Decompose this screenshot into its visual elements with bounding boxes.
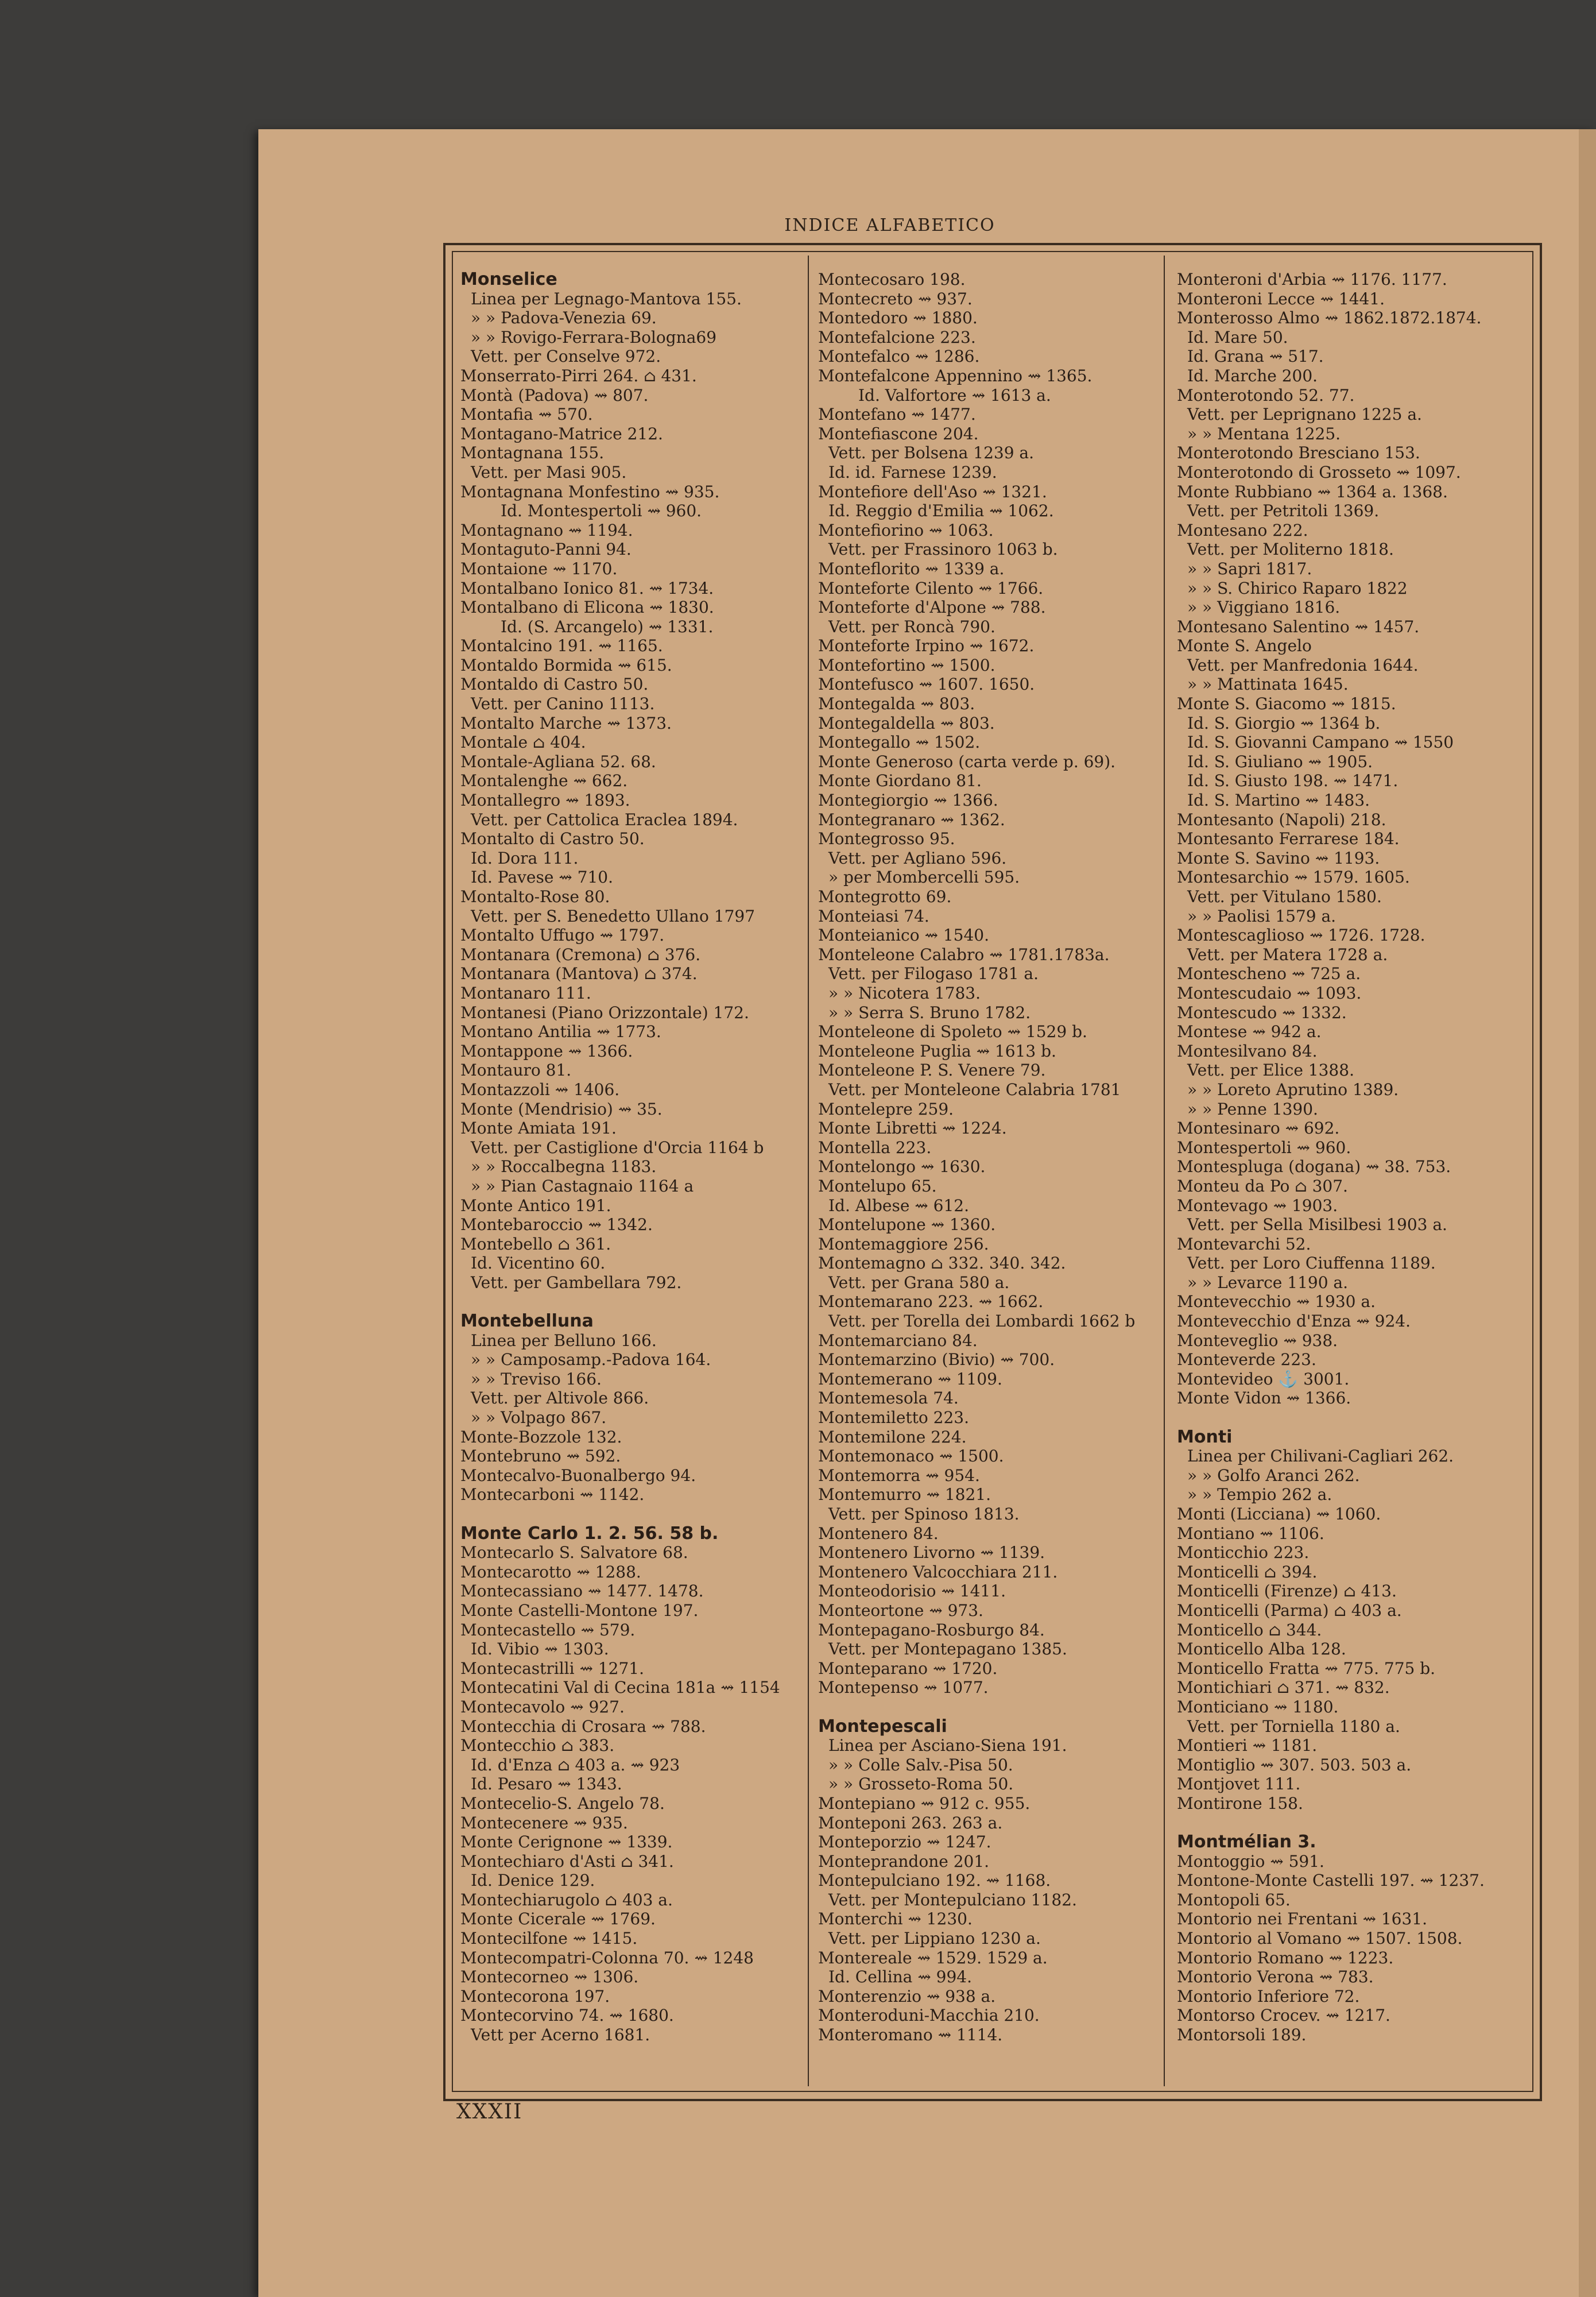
index-entry: Id. Cellina ⇝ 994.	[828, 1967, 972, 1987]
index-entry: Monteroni d'Arbia ⇝ 1176. 1177.	[1177, 270, 1447, 289]
index-entry: Montenero Valcocchiara 211.	[818, 1562, 1058, 1581]
index-heading: Monte Carlo 1. 2. 56. 58 b.	[460, 1523, 719, 1544]
index-entry: Monte S. Giacomo ⇝ 1815.	[1177, 694, 1396, 714]
index-entry: Montevago ⇝ 1903.	[1177, 1196, 1338, 1215]
index-entry: Montefusco ⇝ 1607. 1650.	[818, 675, 1035, 694]
index-spacer	[1177, 1408, 1513, 1428]
index-entry: » » Loreto Aprutino 1389.	[1187, 1080, 1399, 1099]
index-entry: Montiglio ⇝ 307. 503. 503 a.	[1177, 1755, 1412, 1774]
index-entry: Vett. per Filogaso 1781 a.	[828, 964, 1039, 984]
index-entry: Montecreto ⇝ 937.	[818, 289, 973, 308]
index-entry: Montefiorino ⇝ 1063.	[818, 520, 994, 540]
index-entry: Vett. per Manfredonia 1644.	[1187, 655, 1419, 675]
index-entry: Monteleone Calabro ⇝ 1781.1783a.	[818, 945, 1110, 964]
index-entry: Montevecchio ⇝ 1930 a.	[1177, 1292, 1376, 1312]
index-entry: Montemaggiore 256.	[818, 1234, 989, 1254]
index-entry: Monticchio 223.	[1177, 1543, 1310, 1563]
index-entry: Montappone ⇝ 1366.	[460, 1041, 633, 1061]
index-entry: Vett. per Vitulano 1580.	[1187, 887, 1382, 906]
index-entry: » » Mentana 1225.	[1187, 424, 1341, 443]
index-entry: Montalcino 191. ⇝ 1165.	[460, 636, 663, 656]
index-entry: Monterotondo di Grosseto ⇝ 1097.	[1177, 462, 1461, 482]
index-entry: Montalbano Ionico 81. ⇝ 1734.	[460, 578, 714, 598]
index-heading: Monselice	[460, 270, 557, 289]
index-entry: Montagnano ⇝ 1194.	[460, 520, 633, 540]
index-entry: Id. Dora 111.	[471, 848, 579, 868]
index-entry: Monte (Mendrisio) ⇝ 35.	[460, 1099, 663, 1119]
index-entry: Vett. per Spinoso 1813.	[828, 1505, 1020, 1523]
index-entry: Montorso Crocev. ⇝ 1217.	[1177, 2006, 1390, 2025]
index-entry: Montesano Salentino ⇝ 1457.	[1177, 617, 1420, 636]
index-entry: Montevarchi 52.	[1177, 1234, 1311, 1254]
index-entry: Montesanto Ferrarese 184.	[1177, 829, 1400, 849]
index-entry: Monteveglio ⇝ 938.	[1177, 1331, 1338, 1350]
index-entry: Montescudaio ⇝ 1093.	[1177, 983, 1362, 1003]
index-entry: Monteiasi 74.	[818, 906, 929, 926]
index-entry: Montecilfone ⇝ 1415.	[460, 1929, 638, 1948]
index-entry: Monteroni Lecce ⇝ 1441.	[1177, 289, 1385, 308]
index-entry: Monte Giordano 81.	[818, 771, 982, 791]
index-entry: Linea per Belluno 166.	[471, 1331, 657, 1350]
index-entry: Monteromano ⇝ 1114.	[818, 2025, 1003, 2045]
index-entry: Vett per Acerno 1681.	[471, 2025, 650, 2045]
index-column-2	[818, 270, 1154, 2045]
index-entry: Montespluga (dogana) ⇝ 38. 753.	[1177, 1157, 1451, 1177]
index-entry: Montesarchio ⇝ 1579. 1605.	[1177, 868, 1410, 887]
index-spacer	[460, 1292, 796, 1312]
index-entry: Monteortone ⇝ 973.	[818, 1600, 983, 1620]
index-entry: Monte Amiata 191.	[460, 1119, 617, 1138]
index-entry: Montescheno ⇝ 725 a.	[1177, 964, 1361, 984]
index-entry: Montese ⇝ 942 a.	[1177, 1022, 1322, 1042]
index-entry: Vett. per Elice 1388.	[1187, 1061, 1354, 1080]
index-entry: Montagnana 155.	[460, 443, 605, 463]
index-entry: Monticello Fratta ⇝ 775. 775 b.	[1177, 1658, 1436, 1678]
index-entry: » » S. Chirico Raparo 1822	[1187, 578, 1408, 598]
index-entry: Montaguto-Panni 94.	[460, 540, 632, 559]
index-spacer	[1177, 1813, 1513, 1833]
index-entry: Montefalcone Appennino ⇝ 1365.	[818, 366, 1093, 385]
index-entry: Vett. per Sella Misilbesi 1903 a.	[1187, 1215, 1447, 1235]
index-entry: Montefiore dell'Aso ⇝ 1321.	[818, 482, 1047, 501]
index-entry: Montalbano di Elicona ⇝ 1830.	[460, 598, 714, 617]
index-entry: Monticiano ⇝ 1180.	[1177, 1697, 1339, 1716]
index-entry: Montagano-Matrice 212.	[460, 424, 663, 443]
index-entry: Montenero 84.	[818, 1523, 939, 1543]
index-entry: » » Pian Castagnaio 1164 a	[471, 1176, 694, 1196]
index-entry: Monteprandone 201.	[818, 1851, 990, 1871]
index-entry: Vett. per Gambellara 792.	[471, 1273, 682, 1292]
index-entry: Montebaroccio ⇝ 1342.	[460, 1215, 653, 1235]
index-entry: Id. Vibio ⇝ 1303.	[471, 1639, 609, 1659]
index-entry: Montepiano ⇝ 912 c. 955.	[818, 1793, 1031, 1813]
index-entry: Id. S. Giuliano ⇝ 1905.	[1187, 752, 1373, 771]
page-number: XXXII	[456, 2100, 523, 2124]
index-entry: Monticelli (Parma) ⌂ 403 a.	[1177, 1600, 1402, 1620]
index-entry: Montale-Agliana 52. 68.	[460, 752, 656, 771]
index-entry: Vett. per Montepulciano 1182.	[828, 1890, 1077, 1909]
index-entry: Montelupone ⇝ 1360.	[818, 1215, 996, 1235]
index-entry: Id. Pavese ⇝ 710.	[471, 868, 613, 887]
index-entry: Montemiletto 223.	[818, 1408, 970, 1428]
index-entry: » » Camposamp.-Padova 164.	[471, 1350, 711, 1370]
index-entry: Montesano 222.	[1177, 520, 1308, 540]
index-entry: Montechiaro d'Asti ⌂ 341.	[460, 1851, 674, 1871]
book-page	[258, 129, 1596, 2297]
index-entry: Montecorona 197.	[460, 1986, 610, 2006]
index-entry: Id. d'Enza ⌂ 403 a. ⇝ 923	[471, 1755, 680, 1774]
index-entry: » » Penne 1390.	[1187, 1099, 1318, 1119]
index-entry: Montecastello ⇝ 579.	[460, 1620, 636, 1639]
index-entry: Montemarzino (Bivio) ⇝ 700.	[818, 1350, 1055, 1370]
index-entry: Monte S. Angelo	[1177, 636, 1312, 656]
index-entry: Montegaldella ⇝ 803.	[818, 713, 995, 733]
index-entry: Montorio Inferiore 72.	[1177, 1986, 1360, 2006]
index-entry: Monteroduni-Macchia 210.	[818, 2006, 1040, 2025]
index-entry: Monticello ⌂ 344.	[1177, 1620, 1322, 1639]
index-entry: Monterchi ⇝ 1230.	[818, 1909, 973, 1929]
index-entry: Montecchia di Crosara ⇝ 788.	[460, 1716, 706, 1736]
index-entry: Montecenere ⇝ 935.	[460, 1813, 628, 1832]
index-entry: Montegiorgio ⇝ 1366.	[818, 791, 998, 810]
index-entry: Montepulciano 192. ⇝ 1168.	[818, 1871, 1051, 1890]
index-entry: » » Padova-Venezia 69.	[471, 308, 657, 328]
index-entry: Montecatini Val di Cecina 181a ⇝ 1154	[460, 1678, 780, 1697]
index-entry: Montorio nei Frentani ⇝ 1631.	[1177, 1909, 1427, 1929]
index-entry: Vett. per Roncà 790.	[828, 617, 995, 636]
index-entry: Monteforte Cilento ⇝ 1766.	[818, 578, 1044, 598]
index-entry: Montefortino ⇝ 1500.	[818, 655, 995, 675]
index-entry: » » Paolisi 1579 a.	[1187, 906, 1337, 926]
index-entry: Montagnana Monfestino ⇝ 935.	[460, 482, 720, 501]
index-entry: Montefalco ⇝ 1286.	[818, 347, 980, 366]
index-entry: Montechiarugolo ⌂ 403 a.	[460, 1890, 673, 1909]
index-entry: Vett. per Matera 1728 a.	[1187, 945, 1388, 964]
index-entry: Montedoro ⇝ 1880.	[818, 308, 978, 328]
index-entry: » » Volpago 867.	[471, 1408, 607, 1428]
index-entry: Vett. per Bolsena 1239 a.	[828, 443, 1035, 463]
index-entry: Montorio Verona ⇝ 783.	[1177, 1967, 1374, 1987]
index-entry: Montale ⌂ 404.	[460, 733, 586, 752]
index-entry: Montesanto (Napoli) 218.	[1177, 810, 1386, 829]
index-entry: Montesilvano 84.	[1177, 1041, 1318, 1061]
index-entry: Id. Marche 200.	[1187, 366, 1318, 385]
index-heading: Montepescali	[818, 1716, 947, 1737]
index-entry: Id. Vicentino 60.	[471, 1254, 606, 1273]
index-entry: Montorsoli 189.	[1177, 2025, 1307, 2045]
index-entry: Montanesi (Piano Orizzontale) 172.	[460, 1003, 749, 1022]
index-entry: Monti (Licciana) ⇝ 1060.	[1177, 1505, 1381, 1523]
index-entry: Montà (Padova) ⇝ 807.	[460, 385, 649, 405]
index-entry: » » Viggiano 1816.	[1187, 598, 1341, 617]
index-entry: » » Sapri 1817.	[1187, 559, 1312, 578]
index-entry: Montemesola 74.	[818, 1389, 959, 1408]
index-entry: Monterenzio ⇝ 938 a.	[818, 1986, 996, 2006]
index-entry: » » Mattinata 1645.	[1187, 675, 1349, 694]
index-entry: Vett. per Moliterno 1818.	[1187, 540, 1394, 559]
index-entry: Montalenghe ⇝ 662.	[460, 771, 628, 791]
index-entry: Montichiari ⌂ 371. ⇝ 832.	[1177, 1678, 1390, 1697]
index-entry: Montanara (Mantova) ⌂ 374.	[460, 964, 698, 984]
index-entry: Montafia ⇝ 570.	[460, 405, 593, 424]
index-entry: Montone-Monte Castelli 197. ⇝ 1237.	[1177, 1871, 1485, 1890]
index-entry: Montecalvo-Buonalbergo 94.	[460, 1465, 696, 1485]
index-entry: Monticelli ⌂ 394.	[1177, 1562, 1318, 1581]
index-entry: Id. S. Giovanni Campano ⇝ 1550	[1187, 733, 1454, 752]
index-entry: Montanaro 111.	[460, 983, 591, 1003]
index-entry: Montebello ⌂ 361.	[460, 1234, 611, 1254]
index-entry: Montaione ⇝ 1170.	[460, 559, 618, 578]
index-entry: Monte Cerignone ⇝ 1339.	[460, 1832, 673, 1852]
index-entry: Monte Castelli-Montone 197.	[460, 1600, 699, 1620]
index-entry: Montiano ⇝ 1106.	[1177, 1523, 1324, 1543]
index-entry: Montalto Marche ⇝ 1373.	[460, 713, 672, 733]
index-entry: Montauro 81.	[460, 1061, 572, 1080]
index-entry: Montopoli 65.	[1177, 1890, 1291, 1909]
index-entry: Vett. per Loro Ciuffenna 1189.	[1187, 1254, 1436, 1273]
index-entry: Montecelio-S. Angelo 78.	[460, 1793, 665, 1813]
index-entry: Id. Denice 129.	[471, 1871, 595, 1890]
index-entry: Vett. per Frassinoro 1063 b.	[828, 540, 1058, 559]
page-edge	[1579, 129, 1596, 2297]
index-entry: Monterotondo Bresciano 153.	[1177, 443, 1420, 463]
index-entry: Id. Montespertoli ⇝ 960.	[501, 501, 702, 521]
index-entry: Monteporzio ⇝ 1247.	[818, 1832, 991, 1852]
index-entry: Montegallo ⇝ 1502.	[818, 733, 981, 752]
index-entry: Montemurro ⇝ 1821.	[818, 1485, 991, 1505]
index-entry: Monteianico ⇝ 1540.	[818, 926, 989, 945]
index-entry: Id. Pesaro ⇝ 1343.	[471, 1774, 622, 1794]
index-entry: Linea per Legnago-Mantova 155.	[471, 289, 742, 308]
index-heading: Montebelluna	[460, 1311, 594, 1332]
index-heading: Montmélian 3.	[1177, 1832, 1316, 1853]
index-entry: Montecavolo ⇝ 927.	[460, 1697, 625, 1716]
index-spacer	[818, 1697, 1154, 1717]
index-entry: Monteforte d'Alpone ⇝ 788.	[818, 598, 1046, 617]
index-entry: Montebruno ⇝ 592.	[460, 1447, 621, 1466]
index-entry: Montazzoli ⇝ 1406.	[460, 1080, 620, 1099]
index-entry: Vett. per Castiglione d'Orcia 1164 b	[471, 1138, 764, 1157]
index-entry: Vett. per Altivole 866.	[471, 1389, 649, 1408]
index-entry: Montegranaro ⇝ 1362.	[818, 810, 1005, 829]
index-entry: » » Tempio 262 a.	[1187, 1485, 1332, 1505]
index-entry: Montefano ⇝ 1477.	[818, 405, 976, 424]
index-entry: Montegrotto 69.	[818, 887, 952, 906]
index-entry: Montecorvino 74. ⇝ 1680.	[460, 2006, 674, 2025]
index-entry: Id. id. Farnese 1239.	[828, 462, 997, 482]
index-entry: Monteparano ⇝ 1720.	[818, 1658, 998, 1678]
index-entry: Montella 223.	[818, 1138, 932, 1157]
index-entry: Id. Grana ⇝ 517.	[1187, 347, 1324, 366]
index-entry: Montalto-Rose 80.	[460, 887, 610, 906]
index-entry: Id. Albese ⇝ 612.	[828, 1196, 969, 1215]
index-entry: Montespertoli ⇝ 960.	[1177, 1138, 1351, 1157]
index-entry: Montereale ⇝ 1529. 1529 a.	[818, 1948, 1048, 1967]
index-entry: Montesinaro ⇝ 692.	[1177, 1119, 1340, 1138]
index-entry: » » Treviso 166.	[471, 1369, 602, 1389]
index-entry: Montirone 158.	[1177, 1793, 1303, 1813]
index-entry: Monteleone Puglia ⇝ 1613 b.	[818, 1041, 1056, 1061]
index-entry: Montepenso ⇝ 1077.	[818, 1678, 989, 1697]
index-entry: Monteleone P. S. Venere 79.	[818, 1061, 1046, 1080]
index-entry: Montecastrilli ⇝ 1271.	[460, 1658, 645, 1678]
index-entry: Montelepre 259.	[818, 1099, 954, 1119]
index-entry: Montecarotto ⇝ 1288.	[460, 1562, 641, 1581]
index-column-1	[460, 270, 796, 2045]
index-entry: Montanara (Cremona) ⌂ 376.	[460, 945, 701, 964]
index-entry: Monteponi 263. 263 a.	[818, 1813, 1003, 1832]
index-entry: Montemarano 223. ⇝ 1662.	[818, 1292, 1044, 1312]
index-entry: Monte-Bozzole 132.	[460, 1427, 622, 1447]
index-entry: Montalto Uffugo ⇝ 1797.	[460, 926, 665, 945]
index-entry: Id. S. Giusto 198. ⇝ 1471.	[1187, 771, 1399, 791]
column-divider-1	[808, 256, 809, 2086]
index-entry: Montano Antilia ⇝ 1773.	[460, 1022, 661, 1042]
index-entry: Montecarlo S. Salvatore 68.	[460, 1543, 688, 1563]
index-entry: Montemagno ⌂ 332. 340. 342.	[818, 1254, 1066, 1273]
index-entry: Monteflorito ⇝ 1339 a.	[818, 559, 1005, 578]
index-entry: Montaldo Bormida ⇝ 615.	[460, 655, 672, 675]
index-entry: Montelongo ⇝ 1630.	[818, 1157, 986, 1177]
index-entry: » » Grosseto-Roma 50.	[828, 1774, 1014, 1794]
index-entry: Montegalda ⇝ 803.	[818, 694, 975, 714]
index-entry: Monteodorisio ⇝ 1411.	[818, 1581, 1006, 1601]
index-entry: Monteleone di Spoleto ⇝ 1529 b.	[818, 1022, 1087, 1042]
index-spacer	[460, 1505, 796, 1524]
index-entry: Monteforte Irpino ⇝ 1672.	[818, 636, 1035, 656]
index-entry: Montaldo di Castro 50.	[460, 675, 649, 694]
index-entry: Montemerano ⇝ 1109.	[818, 1369, 1002, 1389]
index-entry: Monteu da Po ⌂ 307.	[1177, 1176, 1348, 1196]
index-entry: Montecassiano ⇝ 1477. 1478.	[460, 1581, 704, 1601]
index-entry: Montelupo 65.	[818, 1176, 937, 1196]
index-entry: Montepagano-Rosburgo 84.	[818, 1620, 1045, 1639]
index-entry: » per Mombercelli 595.	[828, 868, 1020, 887]
index-entry: » » Levarce 1190 a.	[1187, 1273, 1349, 1292]
index-column-3	[1177, 270, 1513, 2045]
index-entry: Montefiascone 204.	[818, 424, 979, 443]
page-header: INDICE ALFABETICO	[784, 215, 995, 235]
index-entry: Monte Rubbiano ⇝ 1364 a. 1368.	[1177, 482, 1448, 501]
index-entry: Montefalcione 223.	[818, 327, 976, 347]
index-entry: Vett. per Agliano 596.	[828, 848, 1007, 868]
index-entry: » » Serra S. Bruno 1782.	[828, 1003, 1031, 1022]
column-divider-2	[1164, 256, 1165, 2086]
index-entry: Vett. per Torniella 1180 a.	[1187, 1716, 1400, 1736]
index-entry: Montegrosso 95.	[818, 829, 955, 849]
index-entry: Vett. per Montepagano 1385.	[828, 1639, 1067, 1659]
index-entry: » » Rovigo-Ferrara-Bologna69	[471, 327, 717, 347]
index-entry: Montemorra ⇝ 954.	[818, 1465, 980, 1485]
index-entry: Vett. per S. Benedetto Ullano 1797	[471, 906, 756, 926]
index-entry: Montemarciano 84.	[818, 1331, 978, 1350]
index-entry: Vett. per Petritoli 1369.	[1187, 501, 1380, 521]
index-entry: Montescudo ⇝ 1332.	[1177, 1003, 1347, 1022]
index-heading: Monti	[1177, 1426, 1233, 1447]
index-entry: Montalto di Castro 50.	[460, 829, 645, 849]
index-entry: Vett. per Conselve 972.	[471, 347, 661, 366]
index-entry: Id. S. Martino ⇝ 1483.	[1187, 791, 1370, 810]
index-entry: Id. (S. Arcangelo) ⇝ 1331.	[501, 617, 714, 636]
index-entry: Montjovet 111.	[1177, 1774, 1301, 1794]
index-entry: Vett. per Canino 1113.	[471, 694, 655, 714]
index-entry: Monte Vidon ⇝ 1366.	[1177, 1389, 1351, 1408]
index-entry: Montecosaro 198.	[818, 270, 966, 289]
index-entry: Id. S. Giorgio ⇝ 1364 b.	[1187, 713, 1381, 733]
index-entry: » » Colle Salv.-Pisa 50.	[828, 1755, 1013, 1774]
index-entry: Montenero Livorno ⇝ 1139.	[818, 1543, 1045, 1563]
index-entry: Montieri ⇝ 1181.	[1177, 1736, 1318, 1755]
index-entry: Montoggio ⇝ 591.	[1177, 1851, 1324, 1871]
index-entry: Montecarboni ⇝ 1142.	[460, 1485, 645, 1505]
index-entry: Montecorneo ⇝ 1306.	[460, 1967, 639, 1987]
index-entry: Id. Mare 50.	[1187, 327, 1288, 347]
index-entry: Vett. per Cattolica Eraclea 1894.	[471, 810, 738, 829]
index-entry: Montecompatri-Colonna 70. ⇝ 1248	[460, 1948, 754, 1967]
index-entry: Monte Libretti ⇝ 1224.	[818, 1119, 1007, 1138]
index-entry: Monterotondo 52. 77.	[1177, 385, 1355, 405]
index-entry: Monterosso Almo ⇝ 1862.1872.1874.	[1177, 308, 1482, 328]
index-entry: Vett. per Torella dei Lombardi 1662 b	[828, 1312, 1136, 1331]
index-entry: Montescaglioso ⇝ 1726. 1728.	[1177, 926, 1425, 945]
index-entry: Montorio al Vomano ⇝ 1507. 1508.	[1177, 1929, 1463, 1948]
index-entry: Montemilone 224.	[818, 1427, 967, 1447]
index-entry: Id. Valfortore ⇝ 1613 a.	[858, 385, 1051, 405]
index-entry: Vett. per Grana 580 a.	[828, 1273, 1010, 1292]
index-entry: Vett. per Masi 905.	[471, 462, 627, 482]
index-entry: » » Nicotera 1783.	[828, 983, 981, 1003]
index-entry: » » Roccalbegna 1183.	[471, 1157, 657, 1177]
index-entry: Montemonaco ⇝ 1500.	[818, 1447, 1004, 1466]
index-entry: Vett. per Monteleone Calabria 1781	[828, 1080, 1121, 1099]
index-entry: Linea per Chilivani-Cagliari 262.	[1187, 1447, 1454, 1466]
index-entry: Linea per Asciano-Siena 191.	[828, 1736, 1067, 1755]
index-entry: Monticello Alba 128.	[1177, 1639, 1346, 1659]
index-entry: Vett. per Leprignano 1225 a.	[1187, 405, 1422, 424]
index-entry: Monserrato-Pirri 264. ⌂ 431.	[460, 366, 697, 385]
index-entry: Vett. per Lippiano 1230 a.	[828, 1929, 1041, 1948]
index-entry: Monteverde 223.	[1177, 1350, 1316, 1370]
index-entry: Monte Generoso (carta verde p. 69).	[818, 752, 1116, 771]
index-entry: Montorio Romano ⇝ 1223.	[1177, 1948, 1394, 1967]
index-entry: Monte Cicerale ⇝ 1769.	[460, 1909, 656, 1929]
index-entry: » » Golfo Aranci 262.	[1187, 1465, 1360, 1485]
index-entry: Montevideo ⚓ 3001.	[1177, 1369, 1350, 1389]
index-entry: Monticelli (Firenze) ⌂ 413.	[1177, 1581, 1397, 1601]
index-entry: Monte Antico 191.	[460, 1196, 611, 1215]
index-entry: Id. Reggio d'Emilia ⇝ 1062.	[828, 501, 1054, 521]
index-entry: Monte S. Savino ⇝ 1193.	[1177, 848, 1380, 868]
index-entry: Montecchio ⌂ 383.	[460, 1736, 615, 1755]
index-entry: Montevecchio d'Enza ⇝ 924.	[1177, 1312, 1411, 1331]
index-entry: Montallegro ⇝ 1893.	[460, 791, 630, 810]
